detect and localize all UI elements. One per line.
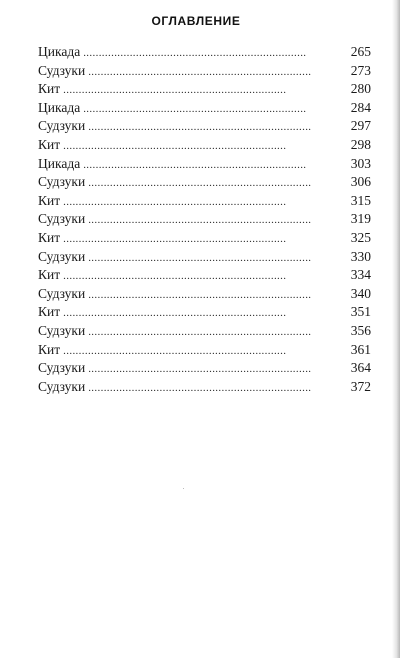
paper-speck — [183, 488, 184, 489]
toc-entry-page: 361 — [350, 341, 371, 357]
toc-dot-leader — [63, 230, 350, 249]
toc-entry-page: 325 — [350, 229, 371, 245]
toc-entry-label: Кит — [38, 341, 61, 357]
toc-entry-label: Цикада — [38, 44, 81, 59]
toc-entry-page: 303 — [350, 155, 371, 171]
toc-dot-leader — [63, 81, 350, 100]
toc-entry-page: 330 — [350, 248, 371, 264]
page-title: ОГЛАВЛЕНИЕ — [151, 14, 241, 28]
toc-dot-leader — [88, 379, 350, 398]
toc-entry-page: 372 — [350, 378, 371, 394]
toc-entry-label: Кит — [38, 192, 61, 208]
toc-entry-page: 297 — [350, 118, 371, 134]
toc-entry — [38, 62, 371, 81]
toc-dot-leader — [63, 342, 350, 361]
toc-dot-leader — [63, 267, 350, 286]
toc-entry-label: Судзуки — [38, 322, 86, 338]
toc-entry-page: 356 — [350, 322, 371, 338]
toc-entry — [38, 229, 371, 248]
toc-entry — [38, 173, 371, 192]
toc-entry — [38, 117, 371, 136]
toc-entry-label: Цикада — [38, 99, 81, 115]
toc-entry — [38, 303, 371, 322]
toc-dot-leader — [83, 156, 350, 175]
toc-entry — [38, 285, 371, 304]
toc-entry-label: Кит — [38, 304, 61, 320]
toc-entry-label: Судзуки — [38, 360, 86, 376]
toc-entry — [38, 155, 371, 174]
toc-dot-leader — [88, 174, 350, 193]
toc-entry-page: 315 — [350, 192, 371, 208]
toc-entry-page: 265 — [350, 44, 371, 59]
toc-dot-leader — [88, 63, 350, 82]
toc-entry — [38, 210, 371, 229]
toc-entry — [38, 322, 371, 341]
toc-entry — [38, 99, 371, 118]
toc-entry-page: 298 — [350, 136, 371, 152]
toc-entry-label: Судзуки — [38, 211, 86, 227]
toc-entry-page: 334 — [350, 267, 371, 283]
toc-entry-page: 284 — [350, 99, 371, 115]
toc-entry-label: Кит — [38, 267, 61, 283]
toc-dot-leader — [88, 249, 350, 268]
toc-dot-leader — [88, 286, 350, 305]
toc-dot-leader — [63, 304, 350, 323]
toc-dot-leader — [83, 44, 350, 63]
toc-entry-page: 340 — [350, 285, 371, 301]
toc-entry — [38, 192, 371, 211]
toc-dot-leader — [88, 118, 350, 137]
toc-entry-label: Судзуки — [38, 62, 86, 78]
toc-entry-label: Судзуки — [38, 118, 86, 134]
toc-entry-label: Судзуки — [38, 285, 86, 301]
toc-entry — [38, 43, 371, 62]
toc-entry-page: 306 — [350, 174, 371, 190]
toc-entry — [38, 136, 371, 155]
page-edge-shadow — [392, 0, 400, 658]
toc-entry — [38, 341, 371, 360]
toc-entry-label: Судзуки — [38, 174, 86, 190]
toc-entry-label: Кит — [38, 81, 61, 97]
toc-dot-leader — [88, 211, 350, 230]
toc-entry — [38, 80, 371, 99]
toc-entry — [38, 378, 371, 397]
toc-entry — [38, 359, 371, 378]
toc-entry-label: Кит — [38, 229, 61, 245]
toc-entry-page: 319 — [350, 211, 371, 227]
toc-entry-page: 280 — [350, 81, 371, 97]
toc-dot-leader — [63, 137, 350, 156]
toc-dot-leader — [88, 360, 350, 379]
toc-entry-page: 351 — [350, 304, 371, 320]
toc-entry — [38, 248, 371, 267]
toc-dot-leader — [88, 323, 350, 342]
toc-entry — [38, 266, 371, 285]
toc-entry-label: Судзуки — [38, 248, 86, 264]
toc-entry-label: Цикада — [38, 155, 81, 171]
table-of-contents — [38, 43, 371, 396]
toc-dot-leader — [83, 100, 350, 119]
toc-entry-page: 273 — [350, 62, 371, 78]
toc-entry-label: Судзуки — [38, 378, 86, 394]
toc-dot-leader — [63, 193, 350, 212]
toc-entry-page: 364 — [350, 360, 371, 376]
toc-entry-label: Кит — [38, 136, 61, 152]
